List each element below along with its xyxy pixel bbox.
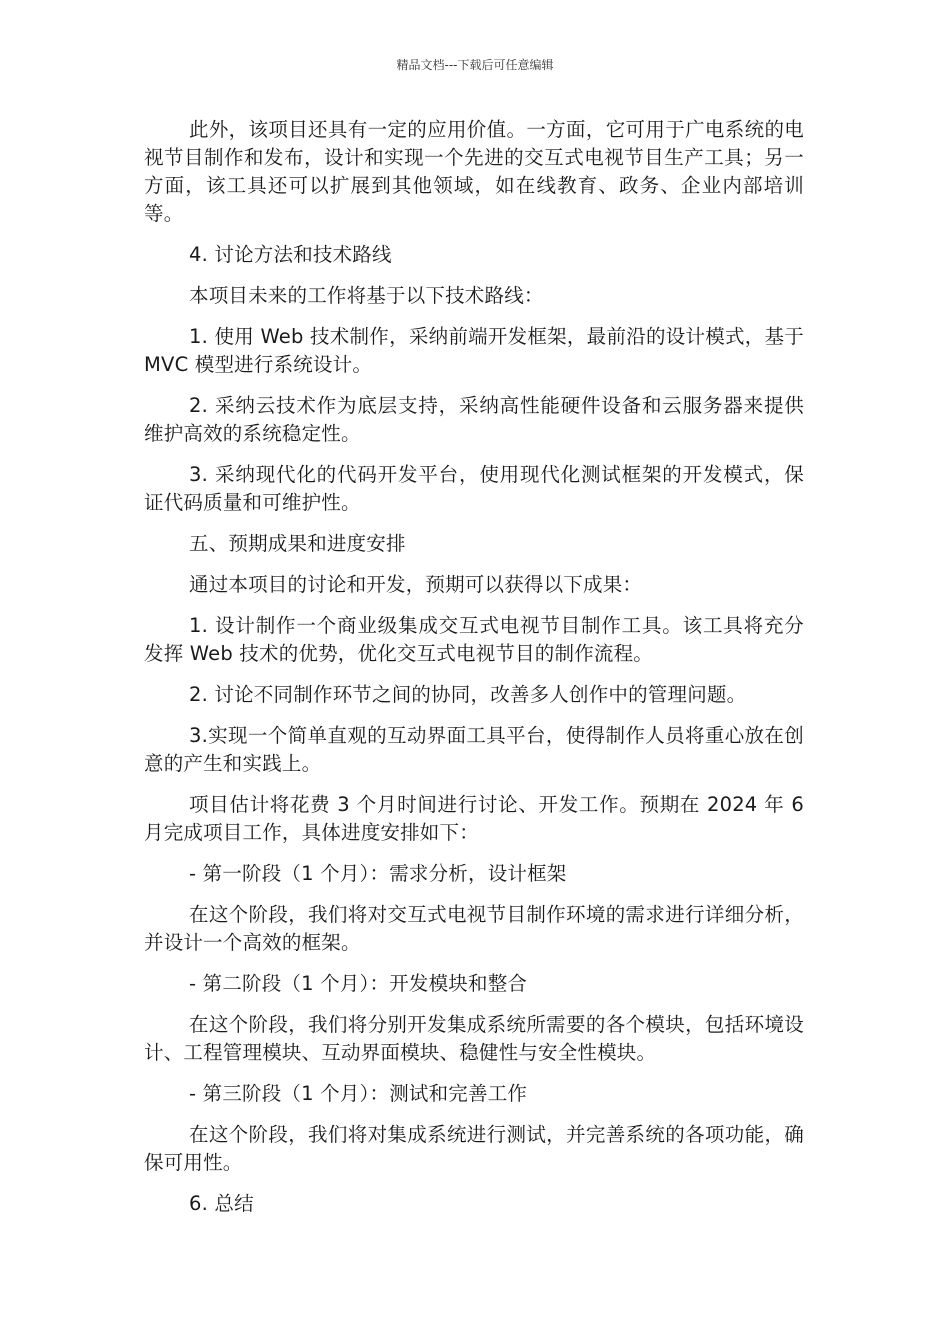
list-item-web-tech: 1. 使用 Web 技术制作，采纳前端开发框架，最前沿的设计模式，基于 MVC 模型进行系统设计。 <box>144 325 804 376</box>
document-body <box>144 116 804 1231</box>
paragraph-application-value: 此外，该项目还具有一定的应用价值。一方面，它可用于广电系统的电视节目制作和发布，设计和实现一个先进的交互式电视节目生产工具；另一方面，该工具还可以扩展到其他领域，如在线教育、政务、企业内部培训等。 <box>144 118 804 225</box>
list-item-dev-platform: 3. 采纳现代化的代码开发平台，使用现代化测试框架的开发模式，保证代码质量和可维护性。 <box>144 463 804 514</box>
heading-expected-results: 五、预期成果和进度安排 <box>189 532 406 555</box>
list-item-result-1: 1. 设计制作一个商业级集成交互式电视节目制作工具。该工具将充分发挥 Web 技术的优势，优化交互式电视节目的制作流程。 <box>144 614 804 665</box>
phase-1-description: 在这个阶段，我们将对交互式电视节目制作环境的需求进行详细分析，并设计一个高效的框架。 <box>144 903 804 954</box>
list-item-result-2: 2. 讨论不同制作环节之间的协同，改善多人创作中的管理问题。 <box>189 683 747 706</box>
phase-2-description: 在这个阶段，我们将分别开发集成系统所需要的各个模块，包括环境设计、工程管理模块、互动界面模块、稳健性与安全性模块。 <box>144 1013 804 1064</box>
paragraph-tech-route-intro: 本项目未来的工作将基于以下技术路线： <box>189 284 544 307</box>
list-item-cloud-tech: 2. 采纳云技术作为底层支持，采纳高性能硬件设备和云服务器来提供维护高效的系统稳定性。 <box>144 394 804 445</box>
phase-1-title: - 第一阶段（1 个月）：需求分析，设计框架 <box>189 862 567 885</box>
list-item-result-3: 3.实现一个简单直观的互动界面工具平台，使得制作人员将重心放在创意的产生和实践上。 <box>144 724 804 775</box>
phase-3-description: 在这个阶段，我们将对集成系统进行测试，并完善系统的各项功能，确保可用性。 <box>144 1123 804 1174</box>
heading-summary: 6. 总结 <box>189 1192 254 1215</box>
paragraph-results-intro: 通过本项目的讨论和开发，预期可以获得以下成果： <box>189 573 643 596</box>
phase-3-title: - 第三阶段（1 个月）：测试和完善工作 <box>189 1082 528 1105</box>
page-header: 精品文档---下载后可任意编辑 <box>396 58 554 72</box>
paragraph-schedule-intro: 项目估计将花费 3 个月时间进行讨论、开发工作。预期在 2024 年 6 月完成项目工作，具体进度安排如下： <box>144 793 804 844</box>
phase-2-title: - 第二阶段（1 个月）：开发模块和整合 <box>189 972 528 995</box>
heading-methods: 4. 讨论方法和技术路线 <box>189 243 392 266</box>
